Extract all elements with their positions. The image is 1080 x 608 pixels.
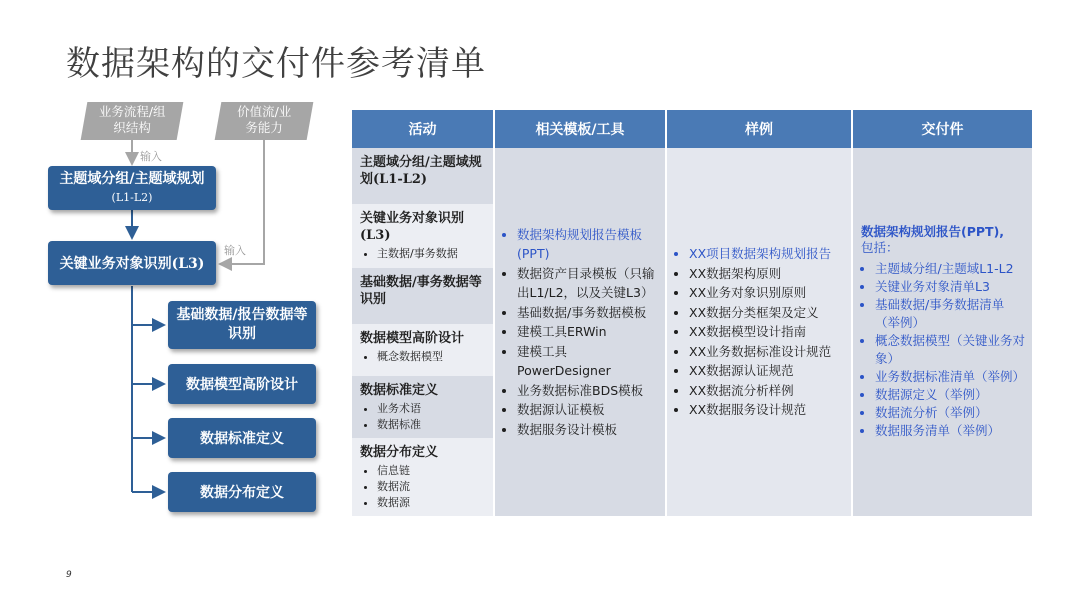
input-value-stream-label: 价值流/业务能力: [237, 104, 292, 135]
activity-title: 数据分布定义: [360, 445, 439, 460]
flow-box-data-model-label: 数据模型高阶设计: [186, 377, 298, 393]
flow-box-business-object-label: 关键业务对象识别(L3): [59, 256, 205, 272]
table-header-row: [352, 110, 1032, 148]
deliverables-sub: 包括：: [861, 240, 899, 255]
input-label-2: 输入: [224, 244, 246, 257]
samples-cell: [666, 148, 852, 516]
deliverables-table: [352, 110, 1032, 516]
activity-title: 数据标准定义: [360, 383, 439, 398]
activity-subitem: • 主数据/事务数据: [377, 246, 485, 262]
activity-subitem: • 数据标准: [377, 417, 485, 433]
activity-subitem: • 概念数据模型: [377, 349, 485, 365]
activity-subitem: • 业务术语: [377, 401, 485, 417]
flow-box-data-standard: [168, 418, 316, 458]
deliverable-item: • 关键业务对象清单L3: [875, 278, 1026, 296]
flow-box-subject-area: [48, 166, 216, 210]
template-item: • 数据资产目录模板（只输出L1/L2，以及关键L3）: [517, 264, 659, 303]
header-deliverables: 交付件: [852, 110, 1032, 148]
activity-cell: [352, 268, 494, 324]
flow-box-base-data-label: 基础数据/报告数据等识别: [176, 307, 308, 342]
activity-subitem: • 信息链: [377, 463, 485, 479]
sample-item: • XX数据流分析样例: [689, 381, 845, 401]
activity-title: 基础数据/事务数据等识别: [360, 275, 482, 307]
input-label-1: 输入: [140, 150, 162, 163]
deliverables-head: 数据架构规划报告(PPT),: [861, 224, 1005, 239]
header-samples: 样例: [666, 110, 852, 148]
activity-title: 关键业务对象识别(L3): [360, 211, 465, 243]
sample-item: • XX数据模型设计指南: [689, 322, 845, 342]
sample-item: • XX数据源认证规范: [689, 361, 845, 381]
deliverable-item: • 业务数据标准清单（举例）: [875, 368, 1026, 386]
template-item: • 数据源认证模板: [517, 400, 659, 420]
flow-box-subject-area-label: 主题域分组/主题域规划: [59, 170, 205, 187]
page-number: 9: [66, 570, 72, 580]
activity-cell: [352, 376, 494, 438]
flow-box-data-distribution: [168, 472, 316, 512]
template-item: • 建模工具PowerDesigner: [517, 342, 659, 381]
activity-cell: [352, 204, 494, 268]
deliverables-cell: [852, 148, 1032, 516]
template-item: • 数据架构规划报告模板(PPT): [517, 225, 659, 264]
sample-item: • XX业务数据标准设计规范: [689, 342, 845, 362]
deliverable-item: • 数据源定义（举例）: [875, 386, 1026, 404]
template-item: • 数据服务设计模板: [517, 420, 659, 440]
template-item: • 基础数据/事务数据模板: [517, 303, 659, 323]
deliverable-item: • 主题域分组/主题域L1-L2: [875, 260, 1026, 278]
flow-box-business-object: [48, 241, 216, 285]
flow-box-data-distribution-label: 数据分布定义: [200, 485, 284, 501]
template-item: • 业务数据标准BDS模板: [517, 381, 659, 401]
activity-cell: [352, 148, 494, 204]
activity-title: 主题域分组/主题域规划(L1-L2): [360, 155, 482, 187]
sample-item: • XX数据分类框架及定义: [689, 303, 845, 323]
deliverable-item: • 数据流分析（举例）: [875, 404, 1026, 422]
sample-item: • XX数据架构原则: [689, 264, 845, 284]
page-title: 数据架构的交付件参考清单: [66, 44, 486, 84]
flow-box-data-standard-label: 数据标准定义: [200, 431, 284, 447]
activity-subitem: • 数据流: [377, 479, 485, 495]
flow-box-data-model: [168, 364, 316, 404]
flow-box-base-data: [168, 301, 316, 349]
sample-item: • XX业务对象识别原则: [689, 283, 845, 303]
deliverable-item: • 概念数据模型（关键业务对象）: [875, 332, 1026, 368]
activity-title: 数据模型高阶设计: [360, 331, 465, 346]
activity-cell: [352, 324, 494, 376]
header-templates: 相关模板/工具: [494, 110, 666, 148]
deliverable-item: • 基础数据/事务数据清单（举例）: [875, 296, 1026, 332]
input-business-process-label: 业务流程/组织结构: [98, 104, 166, 135]
deliverable-item: • 数据服务清单（举例）: [875, 422, 1026, 440]
flow-box-subject-area-sub: (L1-L2): [111, 190, 153, 204]
activity-subitem: • 数据源: [377, 495, 485, 511]
template-item: • 建模工具ERWin: [517, 322, 659, 342]
templates-cell: [494, 148, 666, 516]
header-activity: 活动: [352, 110, 494, 148]
activity-cell: [352, 438, 494, 516]
sample-item: • XX数据服务设计规范: [689, 400, 845, 420]
sample-item: • XX项目数据架构规划报告: [689, 244, 845, 264]
